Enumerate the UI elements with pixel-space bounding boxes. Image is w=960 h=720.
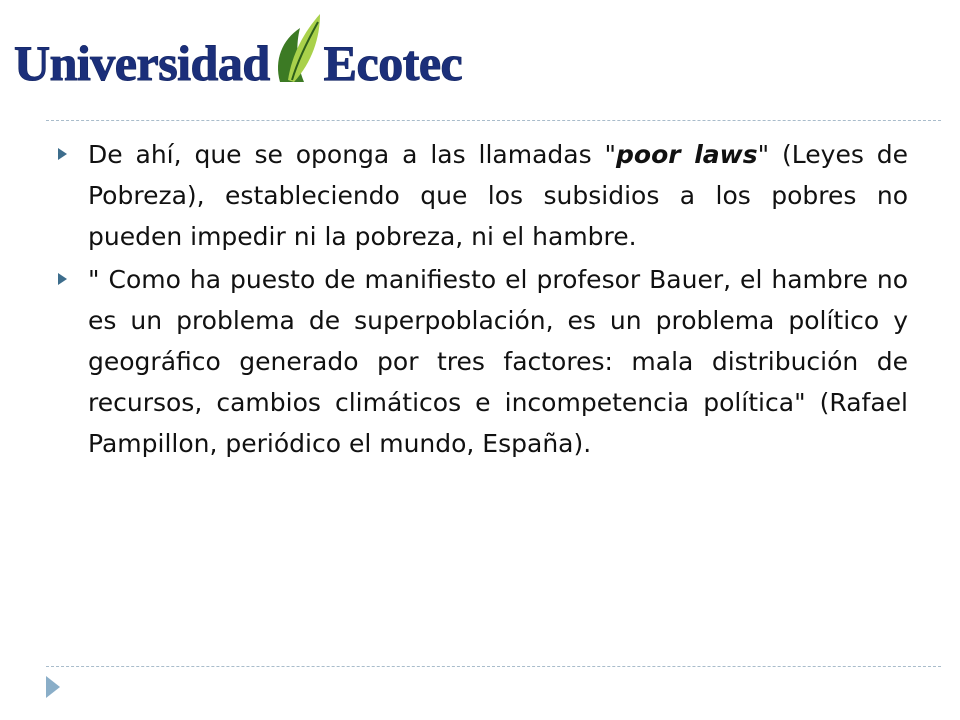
triangle-right-icon — [58, 273, 67, 285]
bullet-item — [58, 134, 908, 257]
bullet-item — [58, 259, 908, 464]
logo-text-ecotec: Ecotec — [323, 35, 463, 91]
bottom-divider — [46, 666, 941, 667]
emphasis-poor-laws: poor laws — [616, 140, 758, 169]
bullet-list — [58, 134, 908, 466]
logo-text-universidad: Universidad — [14, 35, 270, 91]
bullet-text-after: " (Leyes de Pobreza), estableciendo que los subsidios a los pobres no pueden impedir ni la pobreza, ni el hambre. — [88, 140, 908, 251]
bullet-text: " Como ha puesto de manifiesto el profesor Bauer, el hambre no es un problema de superpoblación, es un problema político y geográfico generado por tres factores: mala distribución de recursos, cambios climáticos e incompetencia política" (Rafael Pampillon, periódico el mundo, España). — [88, 265, 908, 458]
triangle-right-icon — [58, 148, 67, 160]
top-divider — [46, 120, 941, 121]
next-slide-icon[interactable] — [46, 676, 60, 698]
bullet-text — [88, 134, 908, 257]
bullet-text-before: De ahí, que se oponga a las llamadas " — [88, 140, 616, 169]
leaf-icon — [270, 10, 322, 88]
university-logo — [14, 8, 484, 91]
